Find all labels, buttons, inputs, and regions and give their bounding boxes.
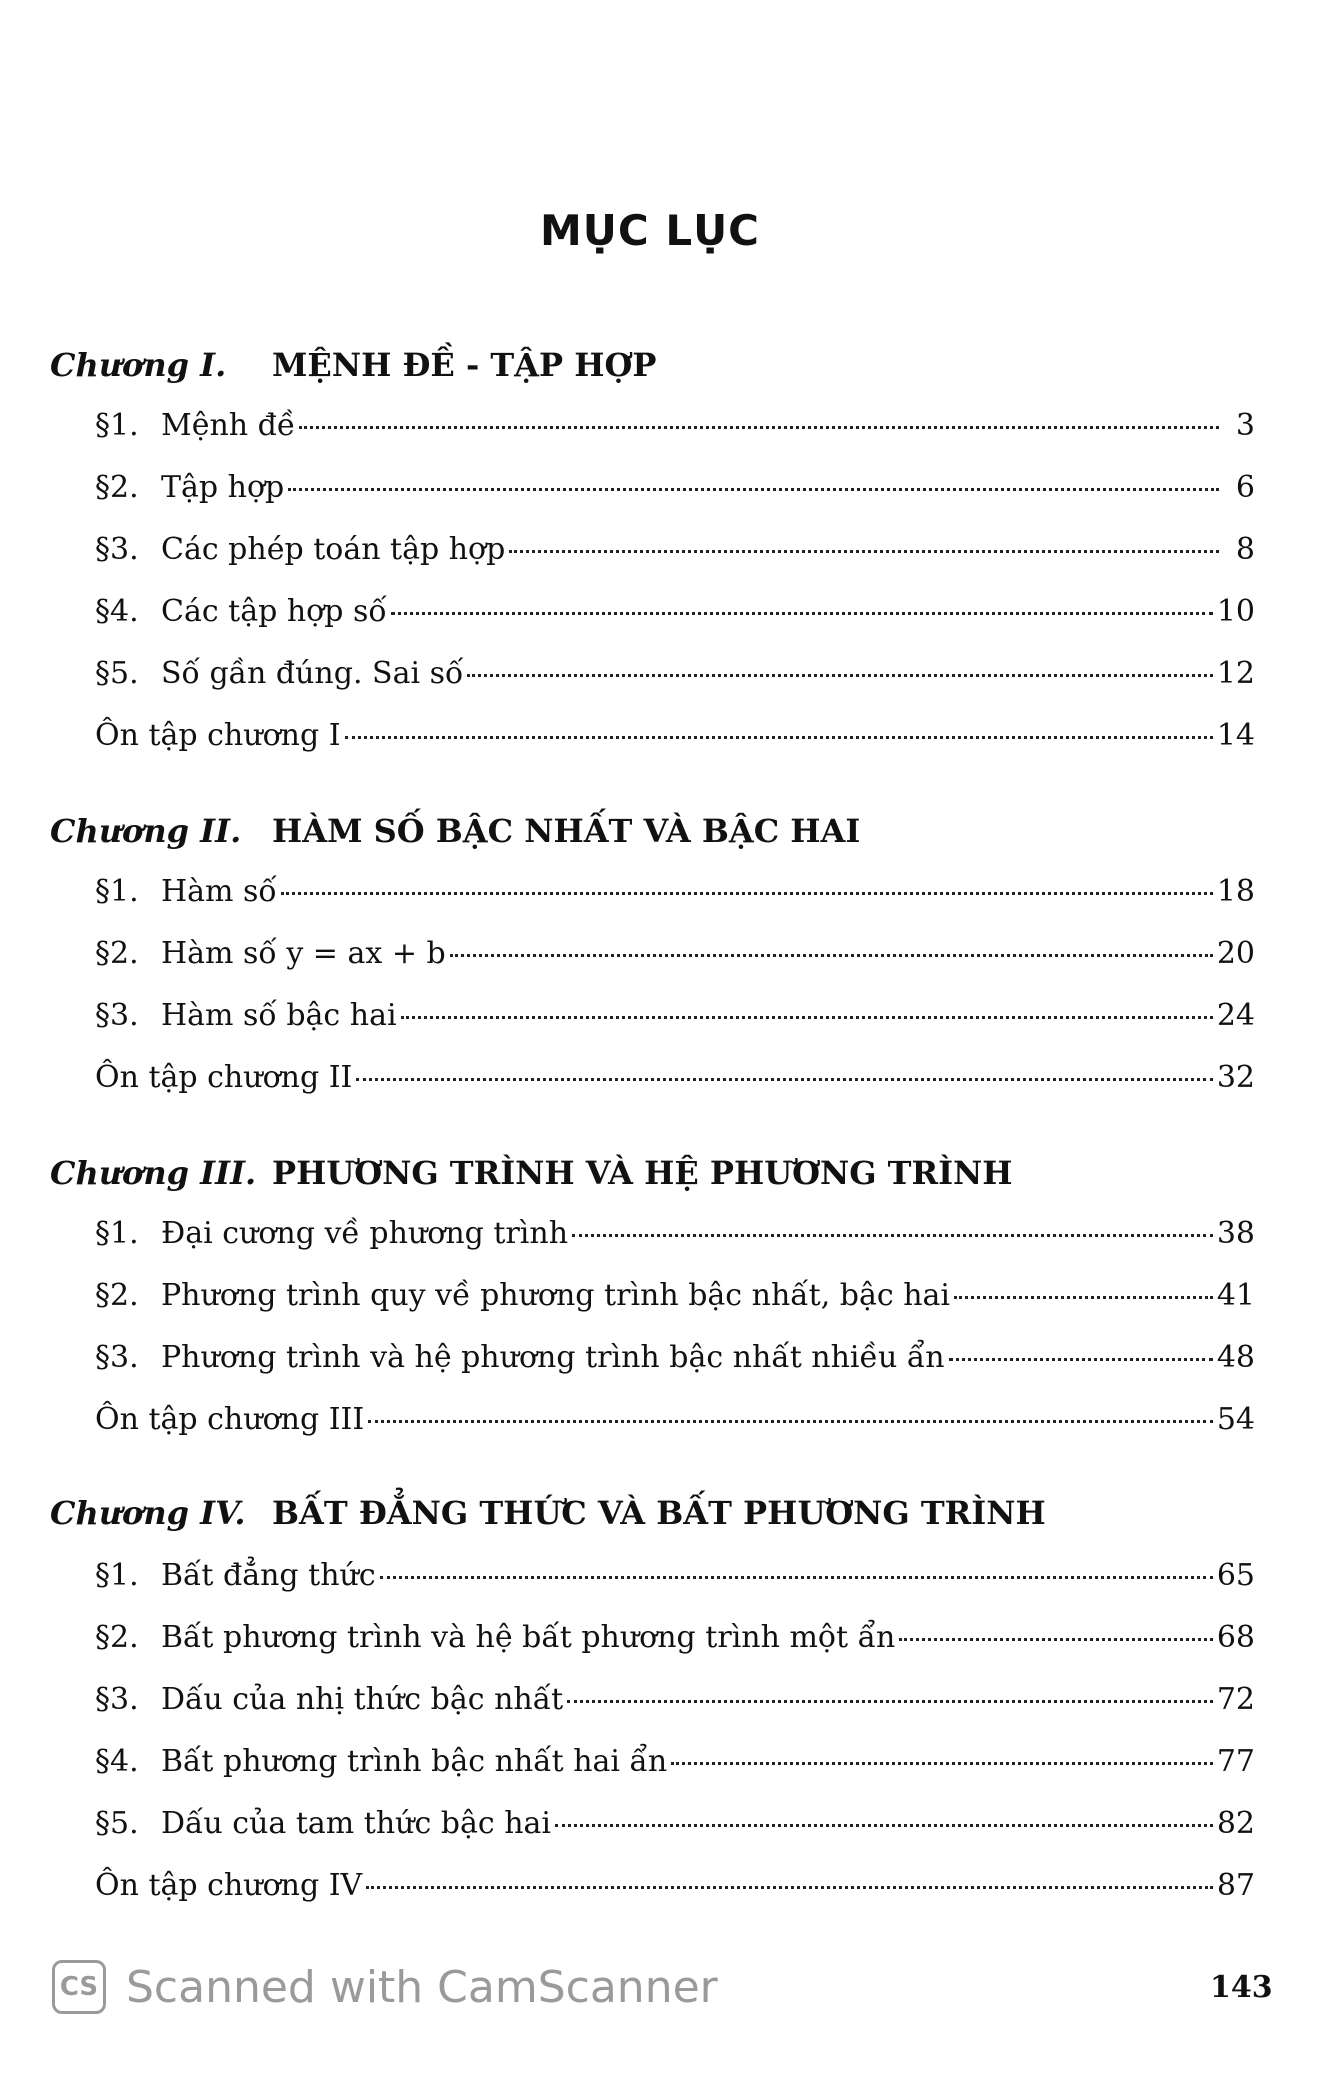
entry-title: Tập hợp [161, 470, 285, 505]
chapter-title: HÀM SỐ BẬC NHẤT VÀ BẬC HAI [272, 812, 861, 850]
toc-entry [95, 1682, 1255, 1722]
entry-title: Đại cương về phương trình [161, 1216, 569, 1251]
dot-leader [368, 1420, 1213, 1423]
page-ref: 14 [1216, 718, 1255, 753]
section-number: §2. [95, 936, 139, 971]
dot-leader [899, 1638, 1213, 1641]
entry-title: Các phép toán tập hợp [161, 532, 506, 567]
section-number: §5. [95, 656, 139, 691]
page-ref: 72 [1216, 1682, 1255, 1717]
section-number: §1. [95, 1216, 139, 1251]
entry-title: Phương trình và hệ phương trình bậc nhất nhiều ẩn [161, 1340, 945, 1375]
dot-leader [467, 674, 1212, 677]
dot-leader [366, 1886, 1213, 1889]
page-number: 143 [1210, 1970, 1273, 2005]
section-number: §2. [95, 1620, 139, 1655]
section-number: §1. [95, 408, 139, 443]
toc-entry [95, 408, 1255, 448]
chapter-title: PHƯƠNG TRÌNH VÀ HỆ PHƯƠNG TRÌNH [272, 1154, 1013, 1192]
dot-leader [380, 1576, 1213, 1579]
entry-title: Hàm số y = ax + b [161, 936, 446, 971]
page-ref: 6 [1235, 470, 1255, 505]
toc-entry [95, 936, 1255, 976]
page-ref: 65 [1216, 1558, 1255, 1593]
dot-leader [509, 550, 1219, 553]
page-ref: 77 [1216, 1744, 1255, 1779]
page-ref: 20 [1216, 936, 1255, 971]
dot-leader [572, 1234, 1213, 1237]
entry-title: Mệnh đề [161, 408, 296, 443]
dot-leader [450, 954, 1213, 957]
toc-entry [95, 470, 1255, 510]
entry-title: Hàm số bậc hai [161, 998, 397, 1033]
section-number: §3. [95, 998, 139, 1033]
entry-title: Hàm số [161, 874, 277, 909]
dot-leader [299, 426, 1219, 429]
camscanner-logo-icon: CS [52, 1960, 106, 2014]
toc-entry [95, 998, 1255, 1038]
toc-entry [95, 1620, 1255, 1660]
section-number: §2. [95, 470, 139, 505]
section-number: §4. [95, 1744, 139, 1779]
chapter-heading [50, 812, 860, 856]
dot-leader [391, 612, 1213, 615]
toc-entry [95, 1744, 1255, 1784]
chapter-title: MỆNH ĐỀ - TẬP HỢP [272, 346, 657, 384]
chapter-label: Chương IV. [50, 1494, 246, 1532]
toc-entry [95, 874, 1255, 914]
toc-entry-review [95, 1060, 1255, 1100]
section-number: §3. [95, 1340, 139, 1375]
page-ref: 18 [1216, 874, 1255, 909]
toc-entry [95, 1340, 1255, 1380]
entry-title: Ôn tập chương III [95, 1402, 365, 1437]
chapter-heading [50, 1154, 1013, 1198]
toc-entry [95, 1806, 1255, 1846]
dot-leader [345, 736, 1213, 739]
section-number: §4. [95, 594, 139, 629]
entry-title: Dấu của nhị thức bậc nhất [161, 1682, 564, 1717]
dot-leader [281, 892, 1213, 895]
entry-title: Bất phương trình và hệ bất phương trình một ẩn [161, 1620, 896, 1655]
page-ref: 54 [1216, 1402, 1255, 1437]
chapter-heading [50, 346, 656, 390]
section-number: §3. [95, 1682, 139, 1717]
toc-entry [95, 1278, 1255, 1318]
page-ref: 3 [1235, 408, 1255, 443]
section-number: §3. [95, 532, 139, 567]
toc-entry [95, 1216, 1255, 1256]
page-ref: 48 [1216, 1340, 1255, 1375]
entry-title: Ôn tập chương I [95, 718, 341, 753]
chapter-title: BẤT ĐẲNG THỨC VÀ BẤT PHƯƠNG TRÌNH [272, 1494, 1046, 1532]
page-ref: 32 [1216, 1060, 1255, 1095]
dot-leader [401, 1016, 1213, 1019]
section-number: §1. [95, 874, 139, 909]
dot-leader [567, 1700, 1213, 1703]
toc-entry [95, 1558, 1255, 1598]
entry-title: Số gần đúng. Sai số [161, 656, 464, 691]
section-number: §5. [95, 1806, 139, 1841]
section-number: §1. [95, 1558, 139, 1593]
dot-leader [671, 1762, 1213, 1765]
chapter-heading [50, 1494, 1046, 1538]
entry-title: Ôn tập chương II [95, 1060, 353, 1095]
dot-leader [356, 1078, 1212, 1081]
entry-title: Bất đẳng thức [161, 1558, 376, 1593]
chapter-label: Chương II. [50, 812, 242, 850]
entry-title: Bất phương trình bậc nhất hai ẩn [161, 1744, 668, 1779]
entry-title: Phương trình quy về phương trình bậc nhất, bậc hai [161, 1278, 951, 1313]
dot-leader [954, 1296, 1213, 1299]
chapter-label: Chương I. [50, 346, 227, 384]
toc-entry [95, 594, 1255, 634]
toc-entry [95, 532, 1255, 572]
page-ref: 8 [1235, 532, 1255, 567]
dot-leader [555, 1824, 1213, 1827]
page-ref: 68 [1216, 1620, 1255, 1655]
page-ref: 38 [1216, 1216, 1255, 1251]
page-ref: 41 [1216, 1278, 1255, 1313]
page-ref: 24 [1216, 998, 1255, 1033]
entry-title: Ôn tập chương IV [95, 1868, 363, 1903]
toc-entry-review [95, 718, 1255, 758]
chapter-label: Chương III. [50, 1154, 257, 1192]
page-ref: 12 [1216, 656, 1255, 691]
dot-leader [949, 1358, 1213, 1361]
entry-title: Các tập hợp số [161, 594, 387, 629]
toc-entry-review [95, 1402, 1255, 1442]
page-ref: 87 [1216, 1868, 1255, 1903]
page-title: MỤC LỤC [539, 206, 761, 255]
dot-leader [288, 488, 1219, 491]
page-ref: 82 [1216, 1806, 1255, 1841]
section-number: §2. [95, 1278, 139, 1313]
camscanner-text: Scanned with CamScanner [126, 1961, 718, 2013]
camscanner-watermark [52, 1960, 718, 2014]
page-ref: 10 [1216, 594, 1255, 629]
entry-title: Dấu của tam thức bậc hai [161, 1806, 552, 1841]
toc-entry [95, 656, 1255, 696]
toc-entry-review [95, 1868, 1255, 1908]
